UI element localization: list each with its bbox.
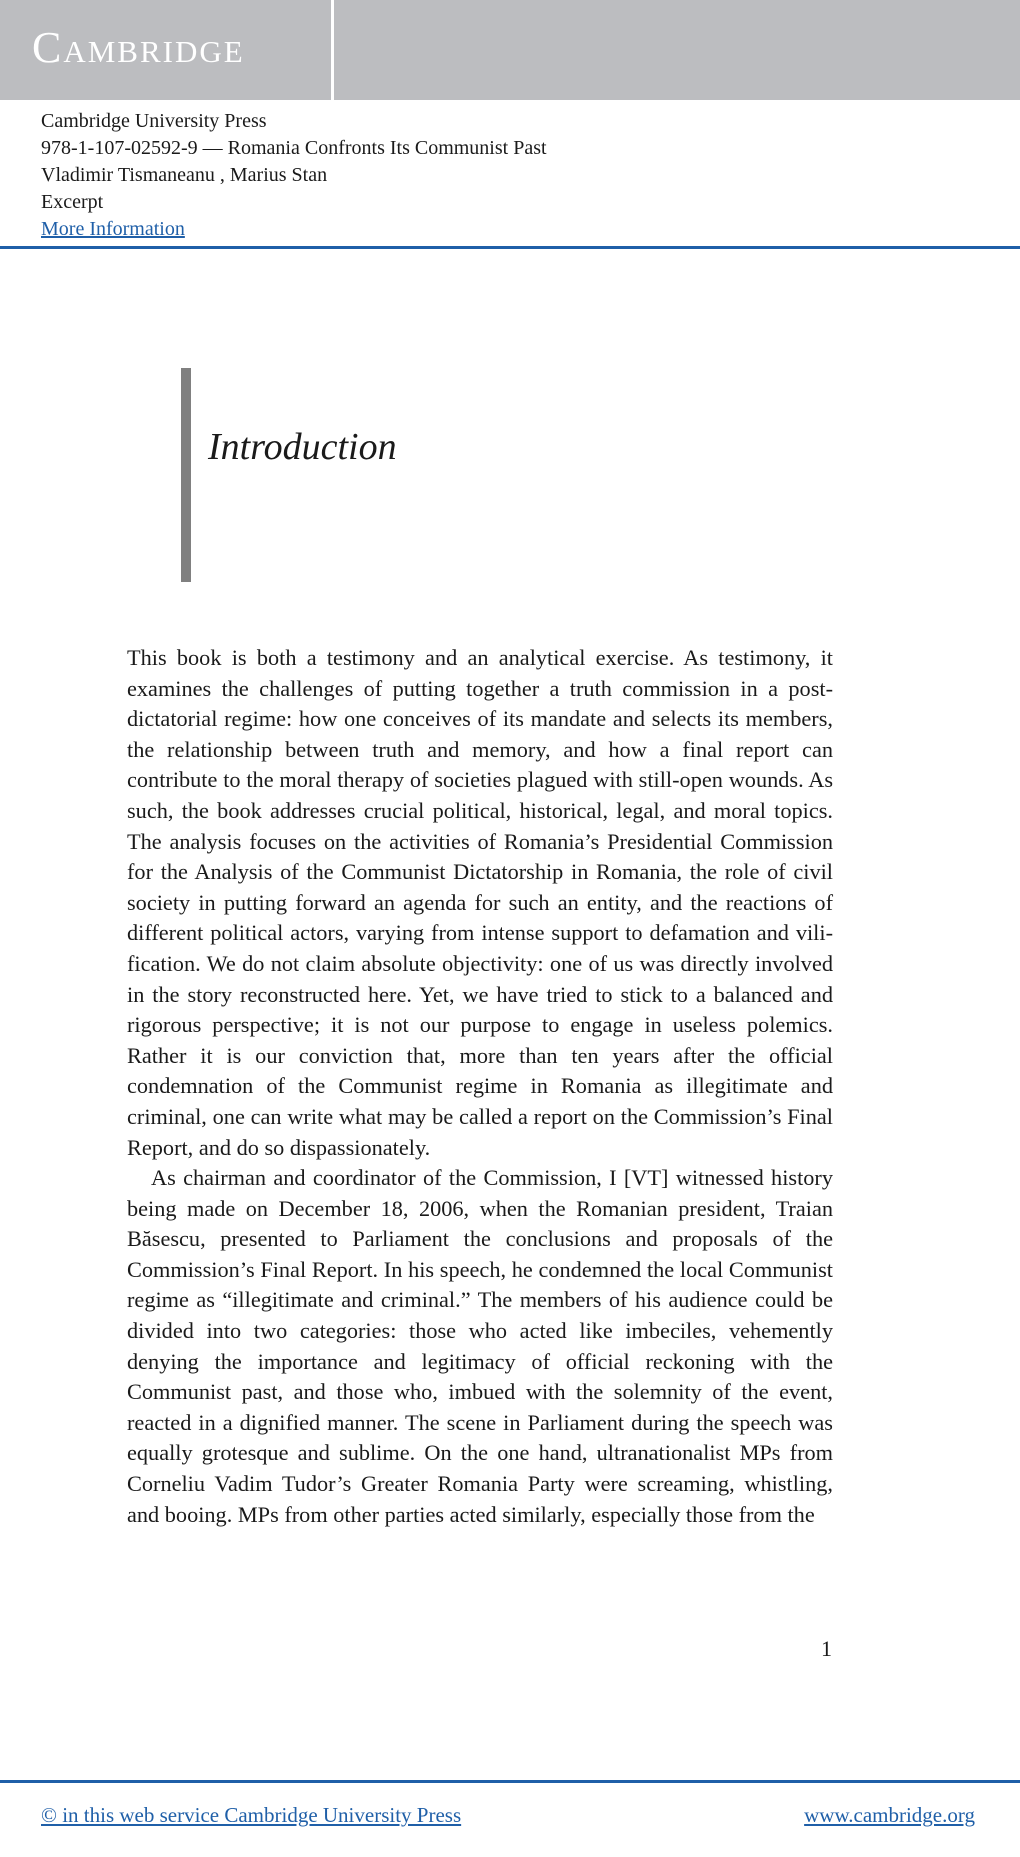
footer-divider: [0, 1780, 1020, 1783]
isbn-title: 978-1-107-02592-9 — Romania Confronts Its Communist Past: [41, 137, 547, 159]
authors: Vladimir Tismaneanu , Marius Stan: [41, 164, 328, 186]
paragraph: As chairman and coordinator of the Commission, I [VT] witnessed history being made on December 18, 2006, when the Romanian president, Traian Băsescu, presented to Parliament the conclusions and proposals of the Commission’s Final Report. In his speech, he condemned the local Communist regime as “illegitimate and criminal.” The members of his audience could be divided into two categories: those who acted like imbeciles, vehemently denying the importance and legitimacy of official reckoning with the Communist past, and those who, imbued with the solemnity of the event, reacted in a dignified manner. The scene in Parliament during the speech was equally grotesque and sublime. On the one hand, ultranationalist MPs from Corneliu Vadim Tudor’s Greater Romania Party were screaming, whistling, and booing. MPs from other parties acted similarly, especially those from the: [127, 1165, 833, 1527]
header-divider: [0, 246, 1020, 249]
body-text: [127, 643, 833, 1530]
copyright-link[interactable]: © in this web service Cambridge University Press: [41, 1803, 462, 1827]
chapter-title: Introduction: [208, 426, 397, 468]
paragraph: This book is both a testimony and an analytical exercise. As testimony, it examines the challenges of putting together a truth commission in a post-dictatorial regime: how one conceives of its mandate and selects its members, the relationship between truth and memory, and how a final report can contribute to the moral therapy of societies plagued with still-open wounds. As such, the book addresses crucial political, historical, legal, and moral topics. The analysis focuses on the activities of Romania’s Presidential Commission for the Analysis of the Communist Dictatorship in Romania, the role of civil society in putting forward an agenda for such an entity, and the reactions of different political actors, varying from intense support to defamation and vilification. We do not claim absolute objectivity: one of us was directly involved in the story reconstructed here. Yet, we have tried to stick to a balanced and rigorous perspective; it is not our purpose to engage in useless polemics. Rather it is our conviction that, more than ten years after the official condemnation of the Communist regime in Romania as illegitimate and criminal, one can write what may be called a report on the Commission’s Final Report, and do so dispassionately.: [127, 645, 833, 1160]
book-metadata: [41, 108, 547, 243]
content-type: Excerpt: [41, 191, 104, 213]
logo-text: Cambridge: [32, 23, 245, 72]
more-information-link[interactable]: More Information: [41, 218, 185, 240]
cambridge-logo: [0, 0, 334, 100]
publisher-name: Cambridge University Press: [41, 110, 267, 132]
chapter-accent-bar: [181, 368, 191, 582]
page-number: 1: [821, 1636, 832, 1661]
cambridge-website-link[interactable]: www.cambridge.org: [804, 1803, 975, 1827]
